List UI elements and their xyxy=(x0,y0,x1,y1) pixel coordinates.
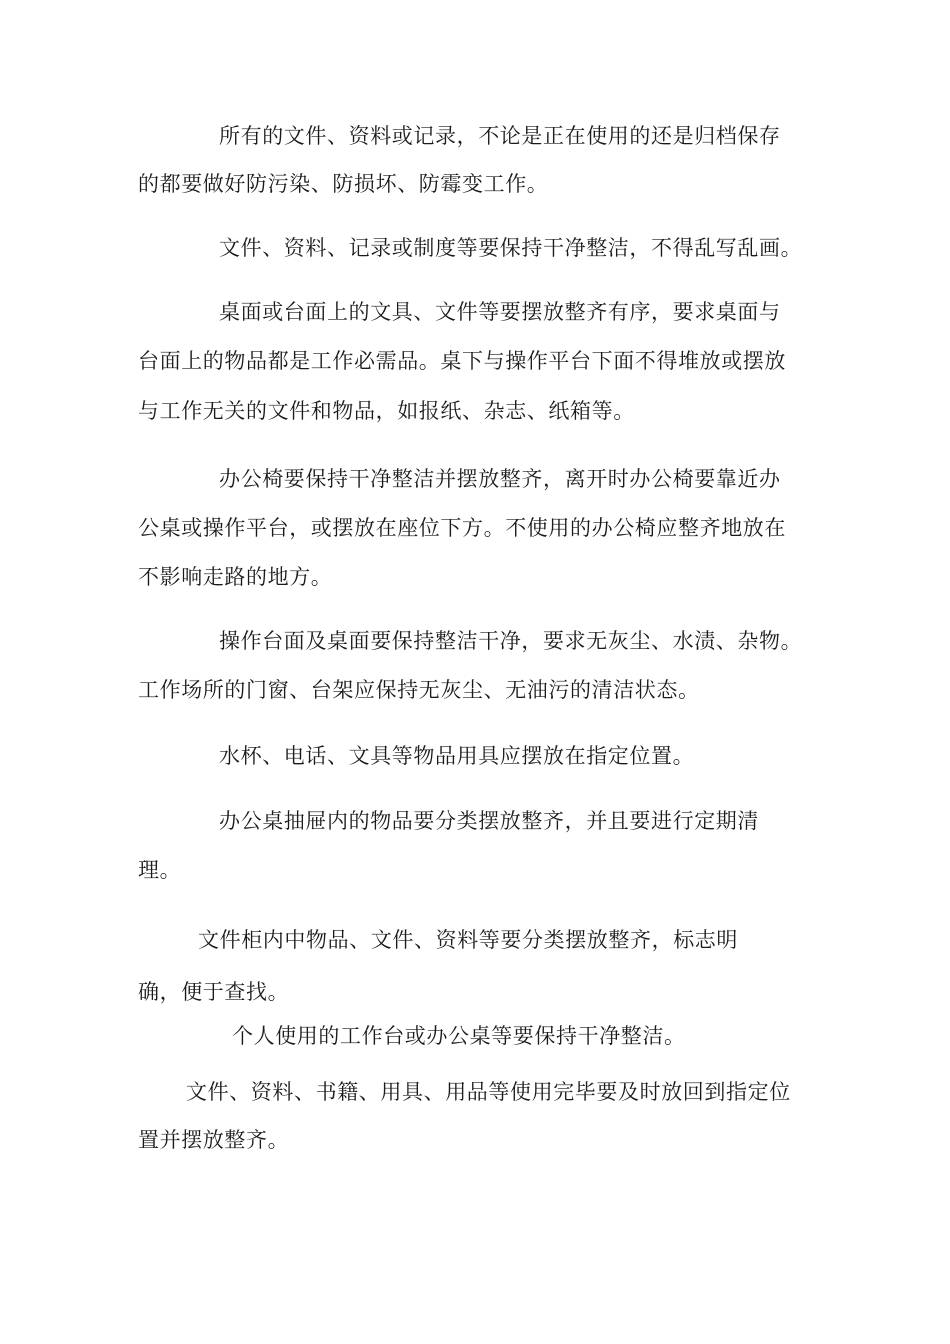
text-line: 工作场所的门窗、台架应保持无灰尘、无油污的清洁状态。 xyxy=(138,678,700,702)
text-line: 个人使用的工作台或办公桌等要保持干净整洁。 xyxy=(232,1024,686,1048)
text-line: 不影响走路的地方。 xyxy=(138,565,333,589)
text-line: 与工作无关的文件和物品，如报纸、杂志、纸箱等。 xyxy=(138,399,635,423)
text-line: 公桌或操作平台，或摆放在座位下方。不使用的办公椅应整齐地放在 xyxy=(138,516,786,540)
text-line: 办公桌抽屉内的物品要分类摆放整齐，并且要进行定期清 xyxy=(219,809,759,833)
text-line: 理。 xyxy=(138,858,182,882)
text-line: 操作台面及桌面要保持整洁干净，要求无灰尘、水渍、杂物。 xyxy=(219,629,803,653)
text-line: 桌面或台面上的文具、文件等要摆放整齐有序，要求桌面与 xyxy=(219,300,781,324)
text-line: 台面上的物品都是工作必需品。桌下与操作平台下面不得堆放或摆放 xyxy=(138,349,786,373)
text-line: 文件、资料、记录或制度等要保持干净整洁，不得乱写乱画。 xyxy=(219,236,803,260)
text-line: 办公椅要保持干净整洁并摆放整齐，离开时办公椅要靠近办 xyxy=(219,467,781,491)
text-line: 置并摆放整齐。 xyxy=(138,1128,290,1152)
text-line: 确，便于查找。 xyxy=(138,980,290,1004)
text-line: 所有的文件、资料或记录，不论是正在使用的还是归档保存 xyxy=(219,124,781,148)
text-line: 文件、资料、书籍、用具、用品等使用完毕要及时放回到指定位 xyxy=(186,1080,791,1104)
text-line: 文件柜内中物品、文件、资料等要分类摆放整齐，标志明 xyxy=(198,928,738,952)
text-line: 的都要做好防污染、防损坏、防霉变工作。 xyxy=(138,172,549,196)
text-line: 水杯、电话、文具等物品用具应摆放在指定位置。 xyxy=(219,744,695,768)
